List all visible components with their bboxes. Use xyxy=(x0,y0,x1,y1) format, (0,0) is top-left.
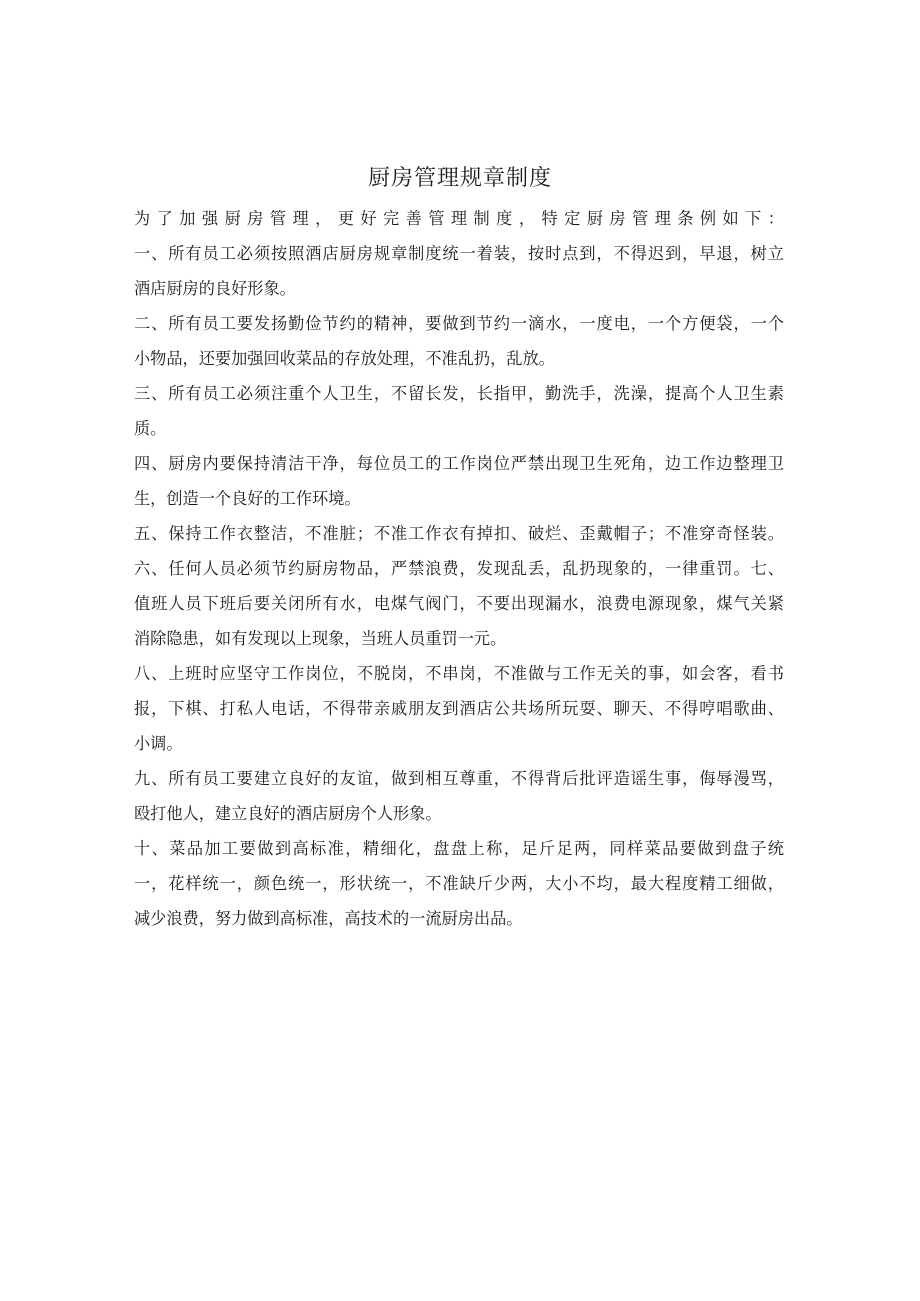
text-line: 酒店厨房的良好形象。 xyxy=(134,279,296,298)
text-line: 五、保持工作衣整洁，不准脏；不准工作衣有掉扣、破烂、歪戴帽子；不准穿奇怪装。 xyxy=(134,524,784,543)
text-line: 生，创造一个良好的工作环境。 xyxy=(134,489,361,508)
text-line: 二、所有员工要发扬勤俭节约的精神，要做到节约一滴水，一度电，一个方便袋，一个 xyxy=(134,314,784,333)
text-line: 六、任何人员必须节约厨房物品，严禁浪费，发现乱丢，乱扔现象的，一律重罚。七、 xyxy=(134,559,784,578)
text-line: 报，下棋、打私人电话，不得带亲戚朋友到酒店公共场所玩耍、聊天、不得哼唱歌曲、 xyxy=(134,699,784,718)
text-line: 质。 xyxy=(134,419,167,438)
text-line: 四、厨房内要保持清洁干净，每位员工的工作岗位严禁出现卫生死角，边工作边整理卫 xyxy=(134,454,784,473)
text-line: 一，花样统一，颜色统一，形状统一，不准缺斤少两，大小不均，最大程度精工细做， xyxy=(134,874,784,893)
text-line: 八、上班时应坚守工作岗位，不脱岗，不串岗，不准做与工作无关的事，如会客，看书 xyxy=(134,664,784,683)
text-line: 殴打他人，建立良好的酒店厨房个人形象。 xyxy=(134,804,442,823)
text-line: 消除隐患，如有发现以上现象，当班人员重罚一元。 xyxy=(134,629,507,648)
text-line: 一、所有员工必须按照酒店厨房规章制度统一着装，按时点到，不得迟到，早退，树立 xyxy=(134,244,784,263)
document-body xyxy=(134,201,784,936)
text-line: 小物品，还要加强回收菜品的存放处理，不准乱扔，乱放。 xyxy=(134,349,555,368)
document-title: 厨房管理规章制度 xyxy=(367,166,552,191)
text-line: 为了加强厨房管理，更好完善管理制度，特定厨房管理条例如下： xyxy=(134,209,784,228)
text-line: 九、所有员工要建立良好的友谊，做到相互尊重，不得背后批评造谣生事，侮辱漫骂， xyxy=(134,769,784,788)
text-line: 值班人员下班后要关闭所有水，电煤气阀门，不要出现漏水，浪费电源现象，煤气关紧 xyxy=(134,594,784,613)
text-line: 三、所有员工必须注重个人卫生，不留长发，长指甲，勤洗手，洗澡，提高个人卫生素 xyxy=(134,384,784,403)
text-line: 十、菜品加工要做到高标准，精细化，盘盘上称，足斤足两，同样菜品要做到盘子统 xyxy=(134,839,784,858)
text-line: 小调。 xyxy=(134,734,183,753)
text-line: 减少浪费，努力做到高标准，高技术的一流厨房出品。 xyxy=(134,909,523,928)
